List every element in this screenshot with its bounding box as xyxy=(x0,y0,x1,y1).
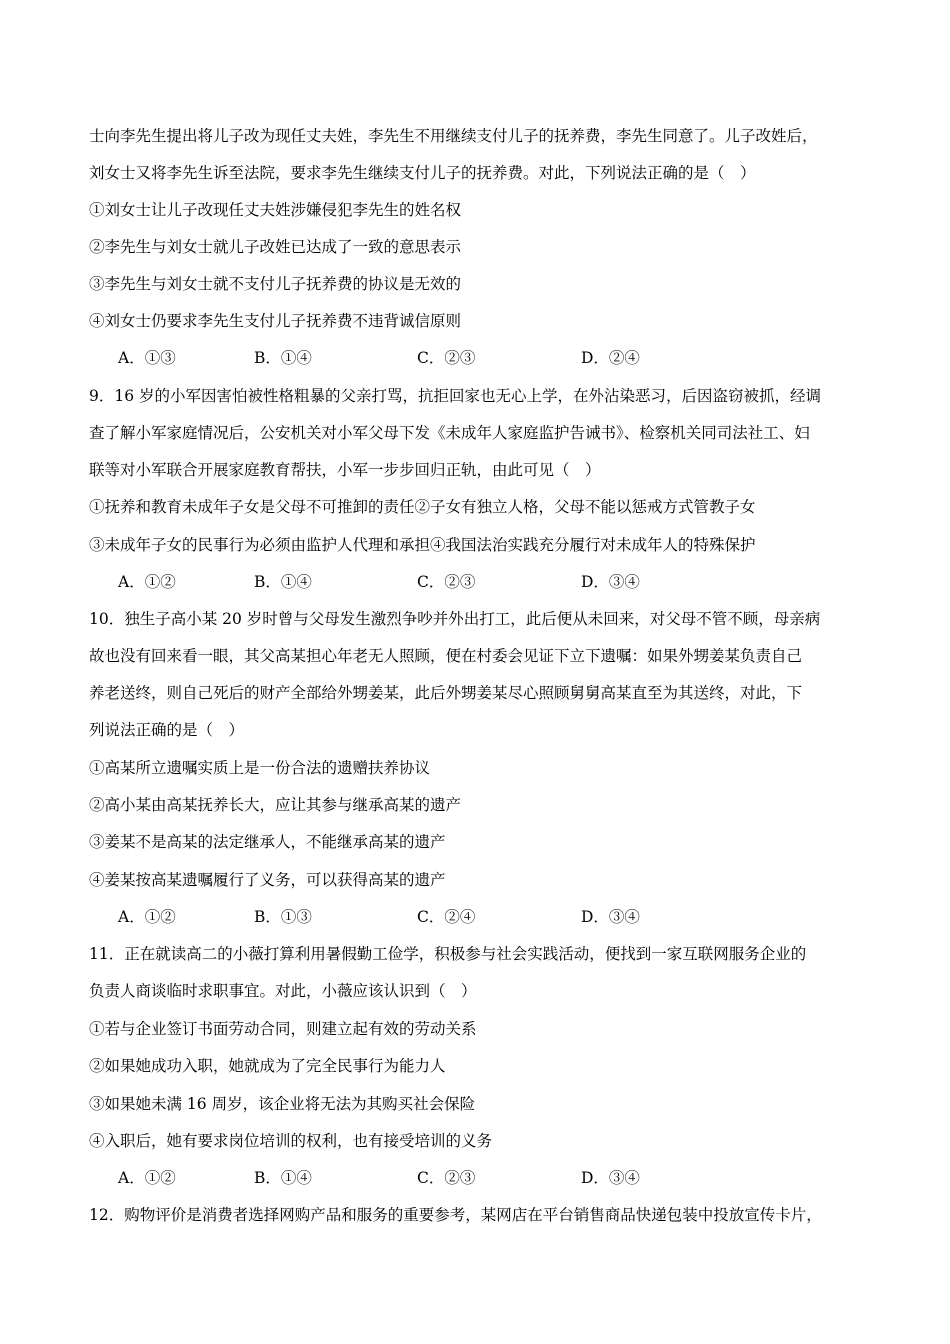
q10-statement-1: ①高某所立遗嘱实质上是一份合法的遗赠扶养协议 xyxy=(89,759,431,777)
q11-option-b[interactable]: B．①④ xyxy=(254,1169,312,1187)
q9-option-c[interactable]: C．②③ xyxy=(417,573,476,591)
q9-option-b[interactable]: B．①④ xyxy=(254,573,312,591)
q10-options xyxy=(118,907,718,927)
q11-line-1: 11．正在就读高二的小薇打算利用暑假勤工俭学，积极参与社会实践活动，便找到一家互联网服务企业的 xyxy=(89,945,807,963)
q8-option-a[interactable]: A．①③ xyxy=(118,349,176,367)
q10-option-b[interactable]: B．①③ xyxy=(254,908,312,926)
q9-option-a[interactable]: A．①② xyxy=(118,573,176,591)
q11-options xyxy=(118,1168,718,1188)
q8-option-b[interactable]: B．①④ xyxy=(254,349,312,367)
q11-option-d[interactable]: D．③④ xyxy=(581,1169,640,1187)
q11-statement-2: ②如果她成功入职，她就成为了完全民事行为能力人 xyxy=(89,1057,446,1075)
q11-statement-3: ③如果她未满 16 周岁，该企业将无法为其购买社会保险 xyxy=(89,1095,476,1113)
q10-line-3: 养老送终，则自己死后的财产全部给外甥姜某，此后外甥姜某尽心照顾舅舅高某直至为其送终，对此，下 xyxy=(89,684,803,702)
q8-line-2: 刘女士又将李先生诉至法院，要求李先生继续支付儿子的抚养费。对此，下列说法正确的是（ ） xyxy=(89,164,756,182)
q10-statement-3: ③姜某不是高某的法定继承人，不能继承高某的遗产 xyxy=(89,833,446,851)
q8-statement-2: ②李先生与刘女士就儿子改姓已达成了一致的意思表示 xyxy=(89,238,462,256)
q10-option-c[interactable]: C．②④ xyxy=(417,908,476,926)
q10-line-4: 列说法正确的是（ ） xyxy=(89,721,245,739)
q10-statement-2: ②高小某由高某抚养长大，应让其参与继承高某的遗产 xyxy=(89,796,462,814)
q9-statement-1: ①抚养和教育未成年子女是父母不可推卸的责任②子女有独立人格，父母不能以惩戒方式管教子女 xyxy=(89,498,756,516)
q10-statement-4: ④姜某按高某遗嘱履行了义务，可以获得高某的遗产 xyxy=(89,871,446,889)
q8-option-d[interactable]: D．②④ xyxy=(581,349,640,367)
q9-statement-2: ③未成年子女的民事行为必须由监护人代理和承担④我国法治实践充分履行对未成年人的特殊保护 xyxy=(89,536,756,554)
q10-line-1: 10．独生子高小某 20 岁时曾与父母发生激烈争吵并外出打工，此后便从未回来，对父母不管不顾，母亲病 xyxy=(89,610,821,628)
q12-line-1: 12．购物评价是消费者选择网购产品和服务的重要参考，某网店在平台销售商品快递包装中投放宣传卡片， xyxy=(89,1206,822,1224)
q10-line-2: 故也没有回来看一眼，其父高某担心年老无人照顾，便在村委会见证下立下遗嘱：如果外甥姜某负责自己 xyxy=(89,647,803,665)
q11-option-a[interactable]: A．①② xyxy=(118,1169,176,1187)
q11-statement-4: ④入职后，她有要求岗位培训的权利，也有接受培训的义务 xyxy=(89,1132,493,1150)
q9-line-1: 9．16 岁的小军因害怕被性格粗暴的父亲打骂，抗拒回家也无心上学，在外沾染恶习，后因盗窃被抓，经调 xyxy=(89,387,822,405)
q11-line-2: 负责人商谈临时求职事宜。对此，小薇应该认识到（ ） xyxy=(89,982,477,1000)
q11-option-c[interactable]: C．②③ xyxy=(417,1169,476,1187)
q11-statement-1: ①若与企业签订书面劳动合同，则建立起有效的劳动关系 xyxy=(89,1020,477,1038)
q10-option-a[interactable]: A．①② xyxy=(118,908,176,926)
q8-options xyxy=(118,348,718,368)
q8-option-c[interactable]: C．②③ xyxy=(417,349,476,367)
q9-option-d[interactable]: D．③④ xyxy=(581,573,640,591)
q9-line-3: 联等对小军联合开展家庭教育帮扶，小军一步步回归正轨，由此可见（ ） xyxy=(89,461,601,479)
q8-statement-3: ③李先生与刘女士就不支付儿子抚养费的协议是无效的 xyxy=(89,275,462,293)
q9-line-2: 查了解小军家庭情况后，公安机关对小军父母下发《未成年人家庭监护告诫书》、检察机关同司法社工、妇 xyxy=(89,424,810,442)
q8-line-1: 士向李先生提出将儿子改为现任丈夫姓，李先生不用继续支付儿子的抚养费，李先生同意了。儿子改姓后， xyxy=(89,127,818,145)
q10-option-d[interactable]: D．③④ xyxy=(581,908,640,926)
q8-statement-1: ①刘女士让儿子改现任丈夫姓涉嫌侵犯李先生的姓名权 xyxy=(89,201,462,219)
q8-statement-4: ④刘女士仍要求李先生支付儿子抚养费不违背诚信原则 xyxy=(89,312,462,330)
q9-options xyxy=(118,572,718,592)
